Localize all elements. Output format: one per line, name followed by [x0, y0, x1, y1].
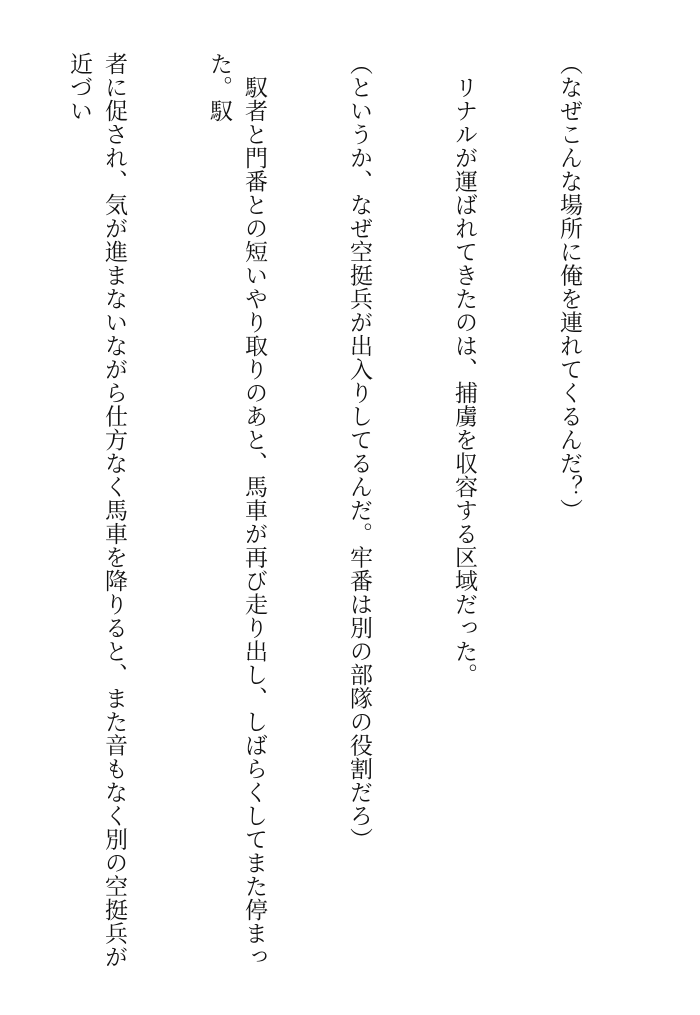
- text-line: 者に促され、気が進まないながら仕方なく馬車を降りると、また音もなく別の空挺兵が近づい: [66, 52, 127, 969]
- text-line: リナルが運ばれてきたのは、捕虜を収容する区域だった。: [451, 52, 477, 687]
- text-line: （というか、なぜ空挺兵が出入りしてるんだ。牢番は別の部隊の役割だろ）: [346, 52, 372, 851]
- vertical-text-body: [0, 52, 656, 972]
- text-line: 馭者と門番との短いやり取りのあと、馬車が再び走り出し、しばらくしてまた停まった。馭: [206, 52, 267, 969]
- text-line: （なぜこんな場所に俺を連れてくるんだ？）: [556, 52, 582, 522]
